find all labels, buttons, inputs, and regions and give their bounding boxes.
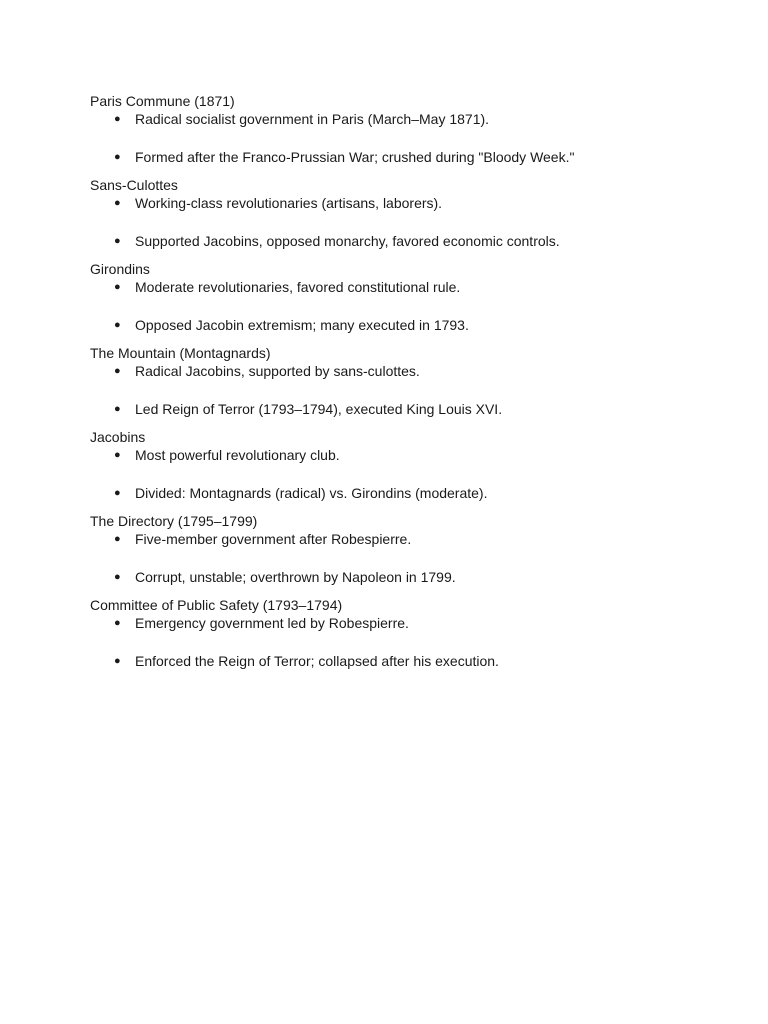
bullet-icon: ● [114,151,121,163]
bullet-icon: ● [114,113,121,125]
section-girondins [90,260,690,334]
bullet-text: Opposed Jacobin extremism; many executed in 1793. [135,317,469,333]
bullet-icon: ● [114,403,121,415]
bullet-item [90,400,690,418]
bullet-text: Formed after the Franco-Prussian War; crushed during "Bloody Week." [135,149,575,165]
section-heading: The Directory (1795–1799) [90,513,258,529]
bullet-list [90,110,690,166]
bullet-text: Corrupt, unstable; overthrown by Napoleon in 1799. [135,569,456,585]
bullet-list [90,614,690,670]
bullet-text: Emergency government led by Robespierre. [135,615,409,631]
bullet-item [90,530,690,548]
bullet-text: Supported Jacobins, opposed monarchy, favored economic controls. [135,233,560,249]
bullet-icon: ● [114,617,121,629]
bullet-icon: ● [114,281,121,293]
bullet-icon: ● [114,449,121,461]
bullet-icon: ● [114,235,121,247]
bullet-icon: ● [114,571,121,583]
bullet-text: Radical socialist government in Paris (March–May 1871). [135,111,490,127]
bullet-item [90,232,690,250]
bullet-list [90,194,690,250]
bullet-text: Moderate revolutionaries, favored constitutional rule. [135,279,461,295]
bullet-list [90,530,690,586]
bullet-item [90,568,690,586]
bullet-text: Divided: Montagnards (radical) vs. Girondins (moderate). [135,485,488,501]
section-the-directory [90,512,690,586]
bullet-item [90,278,690,296]
section-heading: The Mountain (Montagnards) [90,345,271,361]
bullet-item [90,484,690,502]
bullet-item [90,362,690,380]
bullet-text: Led Reign of Terror (1793–1794), executed King Louis XVI. [135,401,503,417]
bullet-list [90,362,690,418]
bullet-icon: ● [114,365,121,377]
bullet-text: Enforced the Reign of Terror; collapsed after his execution. [135,653,499,669]
bullet-item [90,194,690,212]
bullet-text: Radical Jacobins, supported by sans-culottes. [135,363,420,379]
section-heading: Jacobins [90,429,146,445]
bullet-item [90,110,690,128]
bullet-text: Most powerful revolutionary club. [135,447,340,463]
section-sans-culottes [90,176,690,250]
section-committee-of-public-safety [90,596,690,670]
bullet-item [90,652,690,670]
bullet-item [90,446,690,464]
bullet-icon: ● [114,197,121,209]
bullet-item [90,148,690,166]
section-the-mountain [90,344,690,418]
bullet-icon: ● [114,655,121,667]
section-paris-commune [90,92,690,166]
bullet-icon: ● [114,487,121,499]
section-heading: Committee of Public Safety (1793–1794) [90,597,343,613]
bullet-item [90,316,690,334]
bullet-list [90,278,690,334]
bullet-list [90,446,690,502]
bullet-text: Five-member government after Robespierre. [135,531,412,547]
document-body [90,92,690,680]
section-jacobins [90,428,690,502]
bullet-icon: ● [114,319,121,331]
section-heading: Girondins [90,261,150,277]
section-heading: Paris Commune (1871) [90,93,235,109]
section-heading: Sans-Culottes [90,177,178,193]
bullet-item [90,614,690,632]
bullet-text: Working-class revolutionaries (artisans, laborers). [135,195,443,211]
bullet-icon: ● [114,533,121,545]
